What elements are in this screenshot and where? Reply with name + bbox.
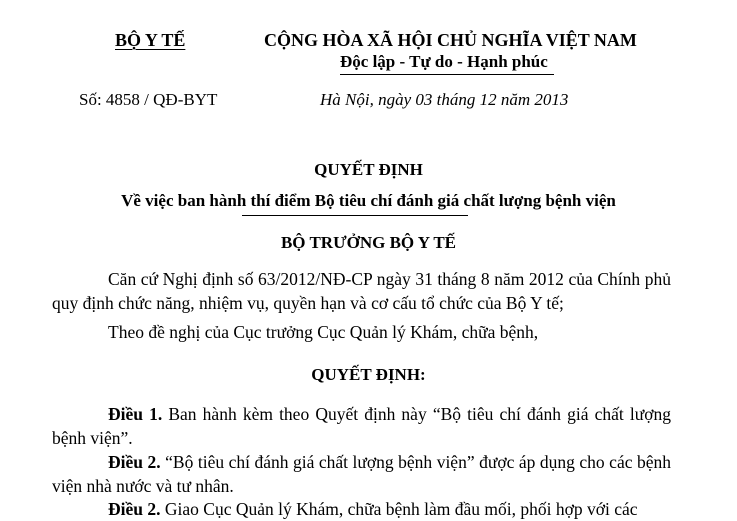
basis-paragraph-1 (52, 267, 671, 315)
document-subject: Về việc ban hành thí điểm Bộ tiêu chí đánh giá chất lượng bệnh viện (121, 191, 616, 210)
article-2-text: “Bộ tiêu chí đánh giá chất lượng bệnh viện” được áp dụng cho các bệnh viện nhà nước và tư nhân. (52, 452, 672, 496)
document-number: Số: 4858 / QĐ-BYT (79, 90, 218, 109)
national-motto: Độc lập - Tự do - Hạnh phúc (340, 52, 548, 71)
basis-text-2: Theo đề nghị của Cục trưởng Cục Quản lý Khám, chữa bệnh, (108, 322, 539, 342)
article-1-text: Ban hành kèm theo Quyết định này “Bộ tiêu chí đánh giá chất lượng bệnh viện”. (52, 404, 671, 448)
basis-text-1: Căn cứ Nghị định số 63/2012/NĐ-CP ngày 31 tháng 8 năm 2012 của Chính phủ quy định chức năng, nhiệm vụ, quyền hạn và cơ cấu tổ chức của Bộ Y tế; (52, 269, 671, 313)
basis-paragraph-2 (52, 320, 671, 344)
article-1-body (52, 402, 671, 450)
ministry-name: BỘ Y TẾ (115, 30, 186, 50)
republic-name: CỘNG HÒA XÃ HỘI CHỦ NGHĨA VIỆT NAM (264, 30, 637, 50)
article-1-label: Điều 1. (108, 404, 163, 424)
article-3-label: Điều 2. (108, 499, 161, 519)
motto-underline (340, 74, 554, 75)
article-3-text: Giao Cục Quản lý Khám, chữa bệnh làm đầu mối, phối hợp với các (160, 499, 638, 519)
article-2-body (52, 450, 671, 498)
article-3 (52, 497, 671, 521)
document-title: QUYẾT ĐỊNH (314, 160, 423, 179)
article-1 (52, 402, 671, 450)
article-2-label: Điều 2. (108, 452, 161, 472)
issuing-authority: BỘ TRƯỞNG BỘ Y TẾ (280, 233, 457, 252)
place-date: Hà Nội, ngày 03 tháng 12 năm 2013 (320, 90, 569, 109)
article-3-body (52, 497, 671, 521)
subject-underline (242, 215, 468, 216)
article-2 (52, 450, 671, 498)
decides-heading: QUYẾT ĐỊNH: (311, 365, 426, 384)
